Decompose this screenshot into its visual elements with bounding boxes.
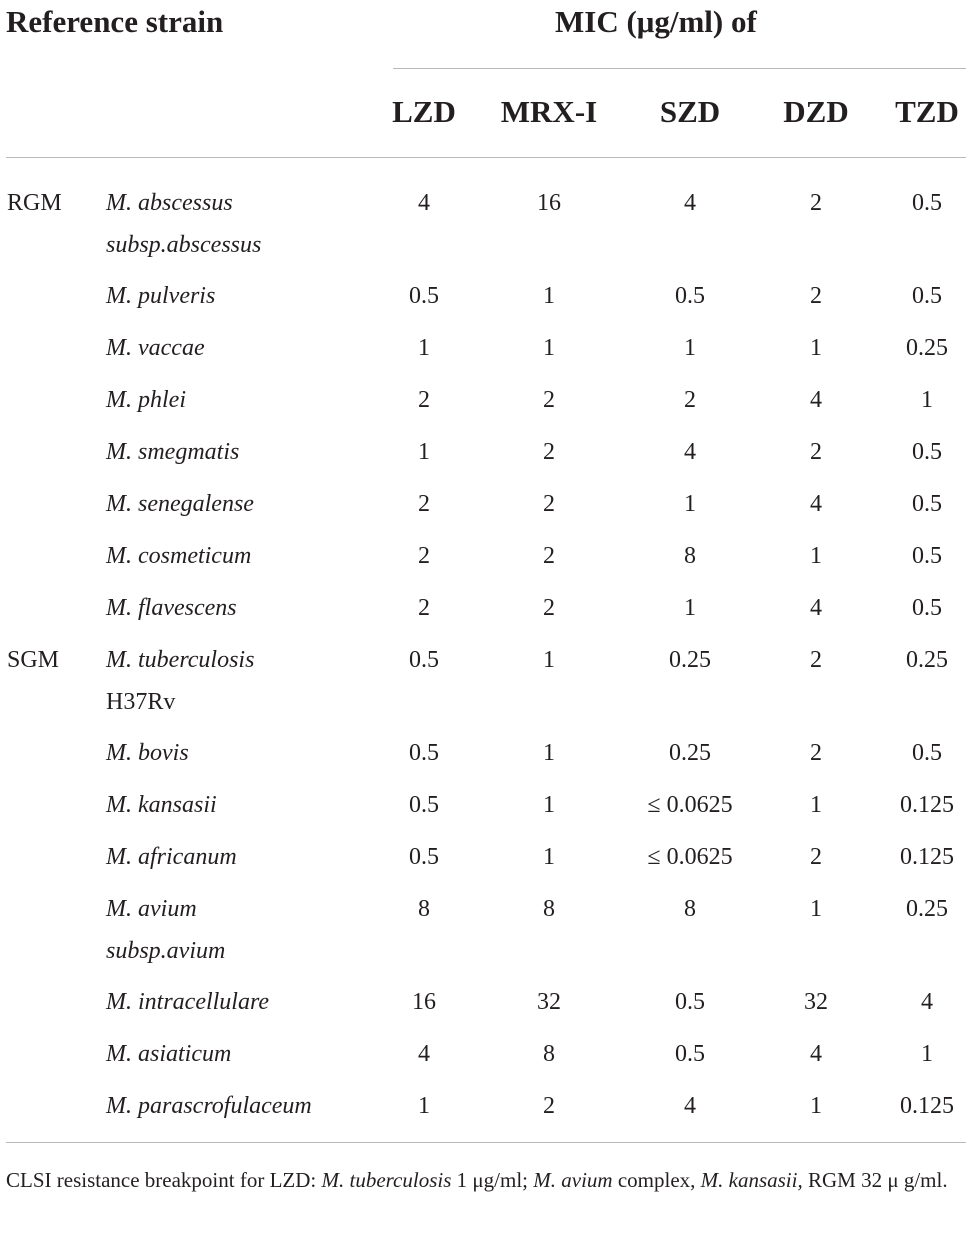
mic-value-szd: 1: [684, 335, 696, 361]
footnote-text-1: CLSI resistance breakpoint for LZD:: [6, 1168, 322, 1192]
mic-value-mrx-i: 1: [543, 740, 555, 766]
mic-value-szd: 0.5: [675, 1041, 705, 1067]
mic-value-mrx-i: 2: [543, 595, 555, 621]
mic-header-rule: [393, 68, 966, 69]
mic-value-dzd: 1: [810, 896, 822, 922]
footnote-text-4: RGM 32 μ g/ml.: [802, 1168, 948, 1192]
mic-value-szd: 0.5: [675, 989, 705, 1015]
footnote-species-3: M. kansasii,: [700, 1168, 803, 1192]
strain-name: [106, 379, 376, 421]
mic-value-lzd: 0.5: [409, 647, 439, 673]
strain-name-line: M. senegalense: [106, 491, 254, 517]
mic-value-tzd: 4: [921, 989, 933, 1015]
mic-value-tzd: 0.5: [912, 439, 942, 465]
mic-value-lzd: 2: [418, 595, 430, 621]
strain-name-line: M. tuberculosis: [106, 647, 255, 673]
mic-value-dzd: 2: [810, 844, 822, 870]
strain-name: [106, 888, 376, 972]
strain-name-line: M. asiaticum: [106, 1041, 232, 1067]
mic-value-szd: 1: [684, 595, 696, 621]
mic-value-dzd: 1: [810, 792, 822, 818]
table-row: [0, 639, 971, 715]
strain-name: [106, 784, 376, 826]
mic-value-szd: 1: [684, 491, 696, 517]
strain-name-line: M. phlei: [106, 387, 186, 413]
drug-header-tzd: TZD: [895, 94, 959, 129]
strain-name: [106, 1085, 376, 1127]
mic-value-tzd: 0.5: [912, 491, 942, 517]
mic-value-lzd: 1: [418, 1093, 430, 1119]
mic-value-tzd: 0.25: [906, 335, 948, 361]
mic-value-szd: 4: [684, 439, 696, 465]
mic-value-szd: 0.5: [675, 283, 705, 309]
strain-name-line: M. bovis: [106, 740, 189, 766]
strain-name: [106, 275, 376, 317]
group-label: RGM: [7, 190, 62, 216]
mic-value-lzd: 0.5: [409, 844, 439, 870]
mic-value-lzd: 2: [418, 387, 430, 413]
mic-value-mrx-i: 1: [543, 335, 555, 361]
table-row: [0, 587, 971, 627]
mic-value-dzd: 4: [810, 387, 822, 413]
strain-name-line: M. africanum: [106, 844, 237, 870]
mic-value-szd: 2: [684, 387, 696, 413]
strain-name: [106, 732, 376, 774]
mic-value-mrx-i: 2: [543, 439, 555, 465]
mic-value-szd: 8: [684, 896, 696, 922]
mic-value-dzd: 2: [810, 283, 822, 309]
strain-name: [106, 535, 376, 577]
mic-value-dzd: 1: [810, 1093, 822, 1119]
mic-value-tzd: 0.125: [900, 792, 954, 818]
footnote-species-1: M. tuberculosis: [321, 1168, 452, 1192]
mic-value-tzd: 0.5: [912, 740, 942, 766]
mic-value-tzd: 1: [921, 387, 933, 413]
mic-value-mrx-i: 1: [543, 283, 555, 309]
mic-value-mrx-i: 1: [543, 792, 555, 818]
table-row: [0, 379, 971, 419]
footnote-text-3: complex,: [612, 1168, 701, 1192]
mic-value-mrx-i: 2: [543, 491, 555, 517]
mic-value-lzd: 4: [418, 190, 430, 216]
mic-value-dzd: 2: [810, 647, 822, 673]
mic-value-szd: ≤ 0.0625: [647, 844, 733, 870]
mic-value-tzd: 0.5: [912, 190, 942, 216]
drug-header-mrx-i: MRX-I: [500, 94, 598, 129]
strain-name: [106, 836, 376, 878]
strain-name-line: M. avium: [106, 896, 197, 922]
table-row: [0, 732, 971, 772]
mic-value-dzd: 4: [810, 1041, 822, 1067]
mic-value-lzd: 0.5: [409, 792, 439, 818]
reference-strain-header: Reference strain: [6, 4, 224, 39]
mic-value-tzd: 0.25: [906, 647, 948, 673]
strain-name: [106, 1033, 376, 1075]
mic-value-szd: 0.25: [669, 740, 711, 766]
footnote-text-2: 1 μg/ml;: [451, 1168, 534, 1192]
strain-name: [106, 182, 376, 266]
strain-name: [106, 431, 376, 473]
mic-header: MIC (μg/ml) of: [555, 4, 757, 39]
mic-value-dzd: 2: [810, 190, 822, 216]
strain-name: [106, 587, 376, 629]
strain-name: [106, 483, 376, 525]
mic-value-tzd: 1: [921, 1041, 933, 1067]
mic-value-lzd: 1: [418, 439, 430, 465]
mic-value-dzd: 1: [810, 543, 822, 569]
mic-value-dzd: 32: [804, 989, 828, 1015]
mic-value-tzd: 0.125: [900, 1093, 954, 1119]
mic-value-tzd: 0.5: [912, 283, 942, 309]
strain-name-line: M. flavescens: [106, 595, 237, 621]
mic-value-lzd: 1: [418, 335, 430, 361]
strain-name-line: M. cosmeticum: [106, 543, 252, 569]
mic-value-dzd: 4: [810, 595, 822, 621]
strain-name: [106, 639, 376, 723]
strain-name-line: M. pulveris: [106, 283, 216, 309]
mic-value-lzd: 8: [418, 896, 430, 922]
table-row: [0, 483, 971, 523]
table-row: [0, 1085, 971, 1125]
mic-value-dzd: 2: [810, 439, 822, 465]
table-row: [0, 836, 971, 876]
mic-value-lzd: 0.5: [409, 283, 439, 309]
strain-name-continuation: H37Rv: [106, 689, 176, 715]
strain-name-continuation: subsp.abscessus: [106, 232, 262, 258]
strain-name-line: M. vaccae: [106, 335, 205, 361]
header-divider: [6, 157, 966, 158]
mic-value-tzd: 0.25: [906, 896, 948, 922]
mic-value-mrx-i: 8: [543, 1041, 555, 1067]
mic-value-szd: 0.25: [669, 647, 711, 673]
strain-name-line: M. parascrofulaceum: [106, 1093, 312, 1119]
mic-value-tzd: 0.5: [912, 595, 942, 621]
table-row: [0, 182, 971, 258]
mic-value-mrx-i: 16: [537, 190, 561, 216]
mic-value-dzd: 4: [810, 491, 822, 517]
mic-value-szd: ≤ 0.0625: [647, 792, 733, 818]
strain-name-line: M. abscessus: [106, 190, 233, 216]
drug-header-szd: SZD: [659, 94, 721, 129]
strain-name: [106, 327, 376, 369]
footnote-species-2: M. avium: [533, 1168, 613, 1192]
footer-divider: [6, 1142, 966, 1143]
strain-name-continuation: subsp.avium: [106, 938, 226, 964]
mic-value-szd: 8: [684, 543, 696, 569]
mic-value-lzd: 2: [418, 491, 430, 517]
mic-value-mrx-i: 2: [543, 387, 555, 413]
table-row: [0, 888, 971, 964]
strain-name: [106, 981, 376, 1023]
table-row: [0, 431, 971, 471]
mic-value-mrx-i: 2: [543, 1093, 555, 1119]
mic-value-mrx-i: 1: [543, 844, 555, 870]
strain-name-line: M. smegmatis: [106, 439, 240, 465]
mic-value-tzd: 0.5: [912, 543, 942, 569]
table-row: [0, 327, 971, 367]
drug-header-dzd: DZD: [783, 94, 849, 129]
strain-name-line: M. intracellulare: [106, 989, 270, 1015]
mic-value-mrx-i: 8: [543, 896, 555, 922]
mic-value-lzd: 16: [412, 989, 436, 1015]
mic-value-lzd: 0.5: [409, 740, 439, 766]
strain-name-line: M. kansasii: [106, 792, 217, 818]
mic-value-szd: 4: [684, 190, 696, 216]
mic-value-mrx-i: 1: [543, 647, 555, 673]
table-row: [0, 535, 971, 575]
mic-value-tzd: 0.125: [900, 844, 954, 870]
mic-value-lzd: 4: [418, 1041, 430, 1067]
mic-value-mrx-i: 32: [537, 989, 561, 1015]
table-row: [0, 784, 971, 824]
group-label: SGM: [7, 647, 60, 673]
drug-header-lzd: LZD: [392, 94, 456, 129]
table-row: [0, 981, 971, 1021]
table-row: [0, 1033, 971, 1073]
table-row: [0, 275, 971, 315]
mic-value-mrx-i: 2: [543, 543, 555, 569]
mic-value-lzd: 2: [418, 543, 430, 569]
mic-value-dzd: 1: [810, 335, 822, 361]
footnote: [6, 1162, 966, 1199]
mic-value-szd: 4: [684, 1093, 696, 1119]
mic-value-dzd: 2: [810, 740, 822, 766]
